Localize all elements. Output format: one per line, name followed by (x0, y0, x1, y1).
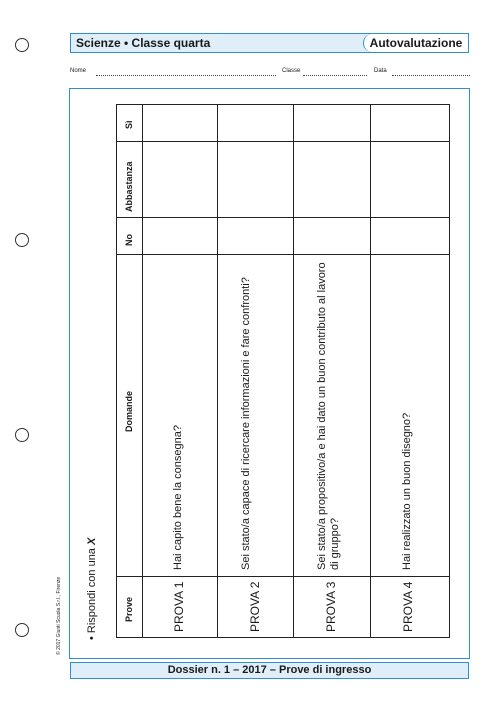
instruction-mark: X (86, 537, 98, 545)
instruction-text: Rispondi con una (86, 548, 98, 634)
question-1: Hai capito bene la consegna? (172, 425, 184, 570)
prova-1-label: PROVA 1 (172, 581, 186, 632)
question-4: Hai realizzato un buon disegno? (401, 412, 413, 570)
student-fields (70, 68, 470, 80)
binder-hole-lower (15, 428, 29, 442)
bullet: • (86, 636, 98, 640)
header-si: Sì (124, 120, 134, 129)
copyright-text: © 2017 Giunti Scuola S.r.l., Firenze (56, 576, 62, 655)
prova-2-label: PROVA 2 (248, 581, 262, 632)
header-no: No (124, 234, 134, 246)
binder-hole-upper (15, 233, 29, 247)
classe-line[interactable] (303, 75, 367, 76)
table-border-right (449, 104, 450, 638)
answer-cell-3-abbastanza[interactable] (294, 142, 370, 217)
nome-line[interactable] (96, 75, 276, 76)
answer-cell-2-si[interactable] (218, 105, 293, 141)
answer-cell-4-si[interactable] (371, 105, 449, 141)
question-2: Sei stato/a capace di ricercare informazioni e fare confronti? (240, 277, 252, 570)
answer-cell-1-abbastanza[interactable] (143, 142, 217, 217)
header-prove: Prove (124, 596, 134, 622)
header-domande: Domande (124, 390, 134, 432)
answer-cell-2-no[interactable] (218, 218, 293, 254)
header-abbastanza: Abbastanza (124, 161, 134, 212)
page-footer: Dossier n. 1 – 2017 – Prove di ingresso (70, 662, 469, 679)
data-line[interactable] (392, 75, 470, 76)
table-border-left (116, 104, 117, 638)
answer-cell-1-no[interactable] (143, 218, 217, 254)
classe-label: Classe (282, 68, 301, 74)
data-label: Data (374, 68, 387, 74)
binder-hole-bottom (15, 623, 29, 637)
section-label: Autovalutazione (363, 34, 468, 52)
answer-cell-3-si[interactable] (294, 105, 370, 141)
col-separator-no (116, 254, 450, 255)
answer-cell-1-si[interactable] (143, 105, 217, 141)
answer-cell-4-abbastanza[interactable] (371, 142, 449, 217)
nome-label: Nome (70, 68, 87, 74)
instruction (86, 440, 100, 640)
answer-cell-3-no[interactable] (294, 218, 370, 254)
prova-4-label: PROVA 4 (401, 581, 415, 632)
self-assessment-table (116, 104, 450, 638)
col-separator-domande (116, 576, 450, 577)
binder-hole-top (15, 38, 29, 52)
table-border-bottom (116, 637, 450, 638)
prova-3-label: PROVA 3 (324, 581, 338, 632)
page-header (70, 33, 469, 53)
answer-cell-2-abbastanza[interactable] (218, 142, 293, 217)
answer-cell-4-no[interactable] (371, 218, 449, 254)
subject-title: Scienze • Classe quarta (76, 36, 211, 50)
question-3: Sei stato/a propositivo/a e hai dato un buon contributo al lavoro di gruppo? (316, 262, 341, 570)
